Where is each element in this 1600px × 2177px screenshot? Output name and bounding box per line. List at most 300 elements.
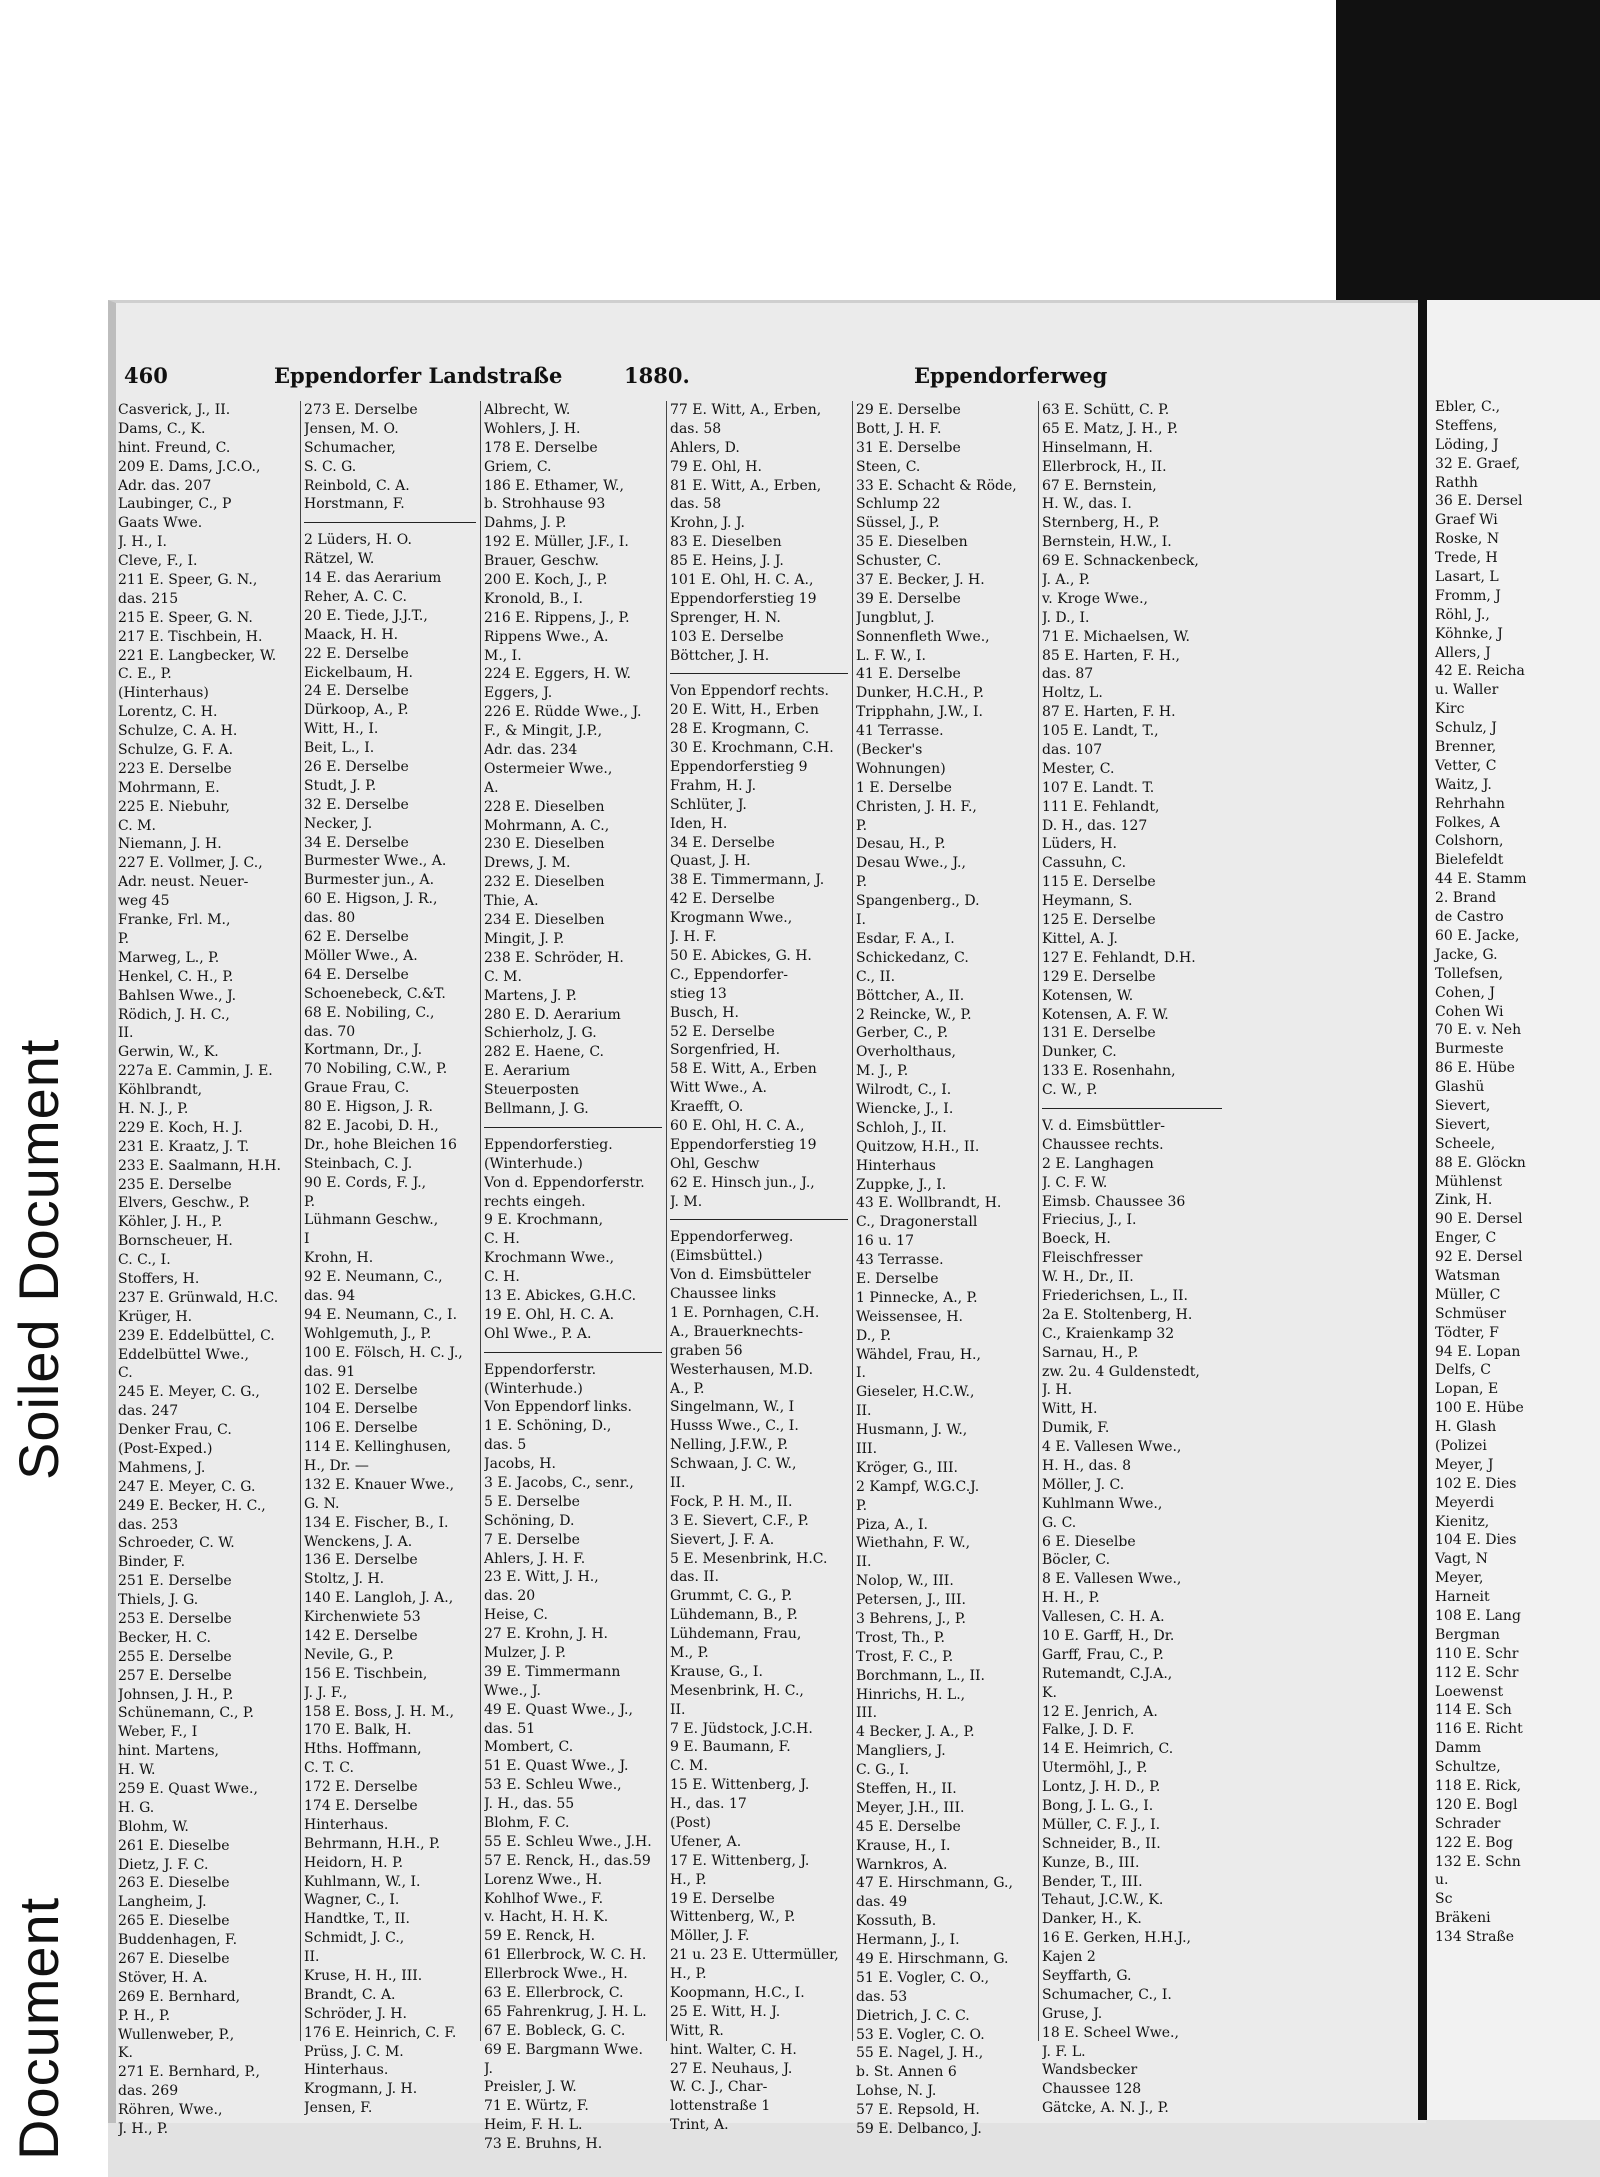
- entry-line: Desau, H., P.: [856, 836, 946, 853]
- entry-line: Wohnungen): [856, 760, 946, 777]
- section-rule: [484, 1352, 662, 1353]
- entry-line: 170 E. Balk, H.: [304, 1722, 412, 1739]
- entry-line: Lohse, N. J.: [856, 2083, 937, 2100]
- entry-line: 35 E. Dieselben: [856, 534, 968, 551]
- facing-entry-line: Enger, C: [1435, 1230, 1497, 1247]
- entry-line: Thie, A.: [484, 893, 539, 910]
- facing-entry-line: 88 E. Glöckn: [1435, 1154, 1526, 1171]
- entry-line: 12 E. Jenrich, A.: [1042, 1703, 1158, 1720]
- entry-line: C. H.: [484, 1231, 520, 1248]
- entry-line: Laubinger, C., P: [118, 496, 232, 513]
- entry-line: Albrecht, W.: [484, 402, 571, 418]
- entry-line: Lüders, H.: [1042, 836, 1117, 853]
- entry-line: M., P.: [670, 1645, 709, 1661]
- entry-line: Witt Wwe., A.: [670, 1080, 767, 1097]
- entry-line: Köhler, J. H., P.: [118, 1214, 223, 1231]
- entry-line: Ufener, A.: [670, 1833, 742, 1850]
- entry-line: 65 Fahrenkrug, J. H. L.: [484, 2003, 647, 2020]
- entry-line: Maack, H. H.: [304, 626, 399, 643]
- entry-line: 17 E. Wittenberg, J.: [670, 1852, 810, 1869]
- entry-line: das. 51: [484, 1720, 536, 1737]
- entry-line: Mingit, J. P.: [484, 930, 565, 947]
- entry-line: C. G., I.: [856, 1762, 910, 1779]
- entry-line: P.: [856, 817, 868, 834]
- entry-line: Friederichsen, L., II.: [1042, 1287, 1188, 1304]
- entry-line: Rätzel, W.: [304, 551, 375, 568]
- entry-line: Petersen, J., III.: [856, 1592, 966, 1609]
- entry-line: Beit, L., I.: [304, 740, 375, 757]
- entry-line: das. 253: [118, 1516, 179, 1533]
- entry-line: das. 58: [670, 420, 722, 437]
- entry-line: 1 E. Pornhagen, C.H.: [670, 1304, 820, 1321]
- entry-line: (Post-Exped.): [118, 1440, 213, 1457]
- entry-line: das. 70: [304, 1023, 356, 1040]
- year-title: 1880.: [624, 363, 690, 388]
- facing-entry-line: 36 E. Dersel: [1435, 493, 1523, 510]
- entry-line: Frahm, H. J.: [670, 777, 757, 794]
- entry-line: Möller, J. F.: [670, 1928, 750, 1945]
- entry-line: 85 E. Harten, F. H.,: [1042, 647, 1181, 664]
- facing-entry-line: u.: [1435, 1872, 1449, 1889]
- entry-line: Esdar, F. A., I.: [856, 930, 955, 947]
- entry-line: 81 E. Witt, A., Erben,: [670, 477, 822, 494]
- facing-entry-line: Meyerdi: [1435, 1494, 1494, 1511]
- entry-line: 228 E. Dieselben: [484, 798, 605, 815]
- entry-line: H., P.: [670, 1871, 707, 1888]
- entry-line: 224 E. Eggers, H. W.: [484, 666, 631, 683]
- entry-line: C. M.: [484, 968, 522, 985]
- entry-line: III.: [856, 1440, 878, 1457]
- entry-line: Danker, H., K.: [1042, 1911, 1142, 1928]
- entry-line: 156 E. Tischbein,: [304, 1665, 428, 1682]
- entry-line: Ellerbrock Wwe., H.: [484, 1966, 628, 1983]
- entry-line: Busch, H.: [670, 1004, 739, 1021]
- entry-line: Süssel, J., P.: [856, 515, 940, 532]
- entry-line: b. St. Annen 6: [856, 2064, 957, 2081]
- entry-line: Hths. Hoffmann,: [304, 1741, 422, 1758]
- scan-edge-top: [1336, 0, 1600, 300]
- facing-entry-line: 70 E. v. Neh: [1435, 1022, 1522, 1039]
- entry-line: 280 E. D. Aerarium: [484, 1006, 621, 1023]
- entry-line: H. H., das. 8: [1042, 1457, 1131, 1474]
- facing-entry-line: Vetter, C: [1435, 757, 1497, 774]
- entry-line: 83 E. Dieselben: [670, 534, 782, 551]
- left-margin: [0, 0, 108, 2177]
- entry-line: Wwe., J.: [484, 1682, 541, 1699]
- entry-line: 211 E. Speer, G. N.,: [118, 572, 258, 589]
- facing-entry-line: 118 E. Rick,: [1435, 1778, 1522, 1795]
- entry-line: Wohlgemuth, J., P.: [304, 1325, 432, 1342]
- entry-line: zw. 2u. 4 Guldenstedt,: [1042, 1363, 1200, 1380]
- column-divider: [480, 401, 481, 2041]
- entry-line: 158 E. Boss, J. H. M.,: [304, 1703, 455, 1720]
- left-street-title: Eppendorfer Landstraße: [274, 363, 563, 388]
- entry-line: Röhren, Wwe.,: [118, 2102, 223, 2119]
- facing-entry-line: Burmeste: [1435, 1041, 1504, 1058]
- entry-line: 235 E. Derselbe: [118, 1176, 232, 1193]
- entry-line: J. H., I.: [118, 534, 167, 551]
- entry-line: 172 E. Derselbe: [304, 1779, 418, 1796]
- facing-entry-line: Scheele,: [1435, 1135, 1496, 1152]
- entry-line: 21 u. 23 E. Uttermüller,: [670, 1947, 839, 1964]
- entry-line: 129 E. Derselbe: [1042, 968, 1156, 985]
- entry-line: Lühmann Geschw.,: [304, 1212, 439, 1229]
- entry-line: J. D., I.: [1042, 609, 1090, 626]
- entry-line: C. H.: [484, 1269, 520, 1286]
- entry-line: M. J., P.: [856, 1063, 909, 1080]
- facing-entry-line: 104 E. Dies: [1435, 1532, 1517, 1549]
- entry-line: Eimsb. Chaussee 36: [1042, 1193, 1186, 1210]
- entry-line: b. Strohhause 93: [484, 496, 606, 513]
- column-divider: [852, 401, 853, 2041]
- entry-line: 19 E. Ohl, H. C. A.: [484, 1306, 615, 1323]
- entry-line: Kruse, H. H., III.: [304, 1968, 423, 1985]
- entry-line: 71 E. Michaelsen, W.: [1042, 628, 1190, 645]
- entry-line: 229 E. Koch, H. J.: [118, 1119, 243, 1136]
- entry-line: Kronold, B., I.: [484, 590, 583, 607]
- entry-line: 10 E. Garff, H., Dr.: [1042, 1628, 1175, 1644]
- entry-line: 49 E. Hirschmann, G.: [856, 1951, 1009, 1968]
- entry-line: Zuppke, J., I.: [856, 1176, 947, 1193]
- entry-line: das. 269: [118, 2083, 179, 2100]
- entry-line: 3 E. Sievert, C.F., P.: [670, 1512, 809, 1529]
- entry-line: I.: [856, 1365, 866, 1382]
- entry-line: Kossuth, B.: [856, 1913, 937, 1930]
- entry-line: Heidorn, H. P.: [304, 1854, 404, 1871]
- entry-line: Von Eppendorf rechts.: [670, 683, 829, 700]
- entry-line: Preisler, J. W.: [484, 2079, 577, 2096]
- facing-entry-line: H. Glash: [1435, 1419, 1497, 1436]
- entry-line: P. H., P.: [118, 2007, 171, 2024]
- facing-entry-line: 86 E. Hübe: [1435, 1060, 1515, 1077]
- entry-line: Chaussee rechts.: [1042, 1136, 1164, 1153]
- entry-line: Chaussee links: [670, 1286, 777, 1303]
- entry-line: das. 20: [484, 1588, 536, 1605]
- facing-entry-line: 114 E. Sch: [1435, 1702, 1512, 1719]
- entry-line: 263 E. Dieselbe: [118, 1875, 230, 1892]
- facing-entry-line: Trede, H: [1435, 550, 1498, 567]
- entry-line: Eppendorferstr.: [484, 1361, 597, 1378]
- facing-entry-line: Glashü: [1435, 1079, 1485, 1096]
- entry-line: 20 E. Tiede, J.J.T.,: [304, 607, 428, 624]
- entry-line: Desau Wwe., J.,: [856, 855, 966, 872]
- entry-line: Seyffarth, G.: [1042, 1968, 1132, 1985]
- entry-line: 2 Kampf, W.G.C.J.: [856, 1478, 980, 1495]
- entry-line: 47 E. Hirschmann, G.,: [856, 1875, 1013, 1892]
- entry-line: Schöning, D.: [484, 1512, 575, 1529]
- facing-entry-line: Colshorn,: [1435, 833, 1504, 850]
- entry-line: 265 E. Dieselbe: [118, 1913, 230, 1930]
- entry-line: J.: [484, 2060, 493, 2077]
- entry-line: Sprenger, H. N.: [670, 609, 781, 626]
- entry-line: Schulze, G. F. A.: [118, 742, 234, 759]
- entry-line: Ohl, Geschw: [670, 1155, 760, 1172]
- entry-line: Kittel, A. J.: [1042, 930, 1118, 947]
- entry-line: 60 E. Ohl, H. C. A.,: [670, 1117, 805, 1134]
- entry-line: 27 E. Neuhaus, J.: [670, 2060, 793, 2077]
- entry-line: Schmidt, J. C.,: [304, 1930, 405, 1947]
- entry-line: 105 E. Landt, T.,: [1042, 723, 1159, 740]
- entry-line: Mesenbrink, H. C.,: [670, 1682, 804, 1699]
- entry-line: das. 215: [118, 590, 179, 607]
- entry-line: Lontz, J. H. D., P.: [1042, 1779, 1161, 1796]
- entry-line: Eppendorferstieg.: [484, 1136, 613, 1153]
- entry-line: A.: [484, 779, 499, 796]
- entry-line: 237 E. Grünwald, H.C.: [118, 1289, 279, 1306]
- entry-line: das. 80: [304, 910, 356, 927]
- entry-line: Dunker, H.C.H., P.: [856, 685, 984, 702]
- entry-line: Jensen, M. O.: [304, 420, 399, 437]
- entry-line: v. Kroge Wwe.,: [1042, 590, 1148, 607]
- entry-line: 114 E. Kellinghusen,: [304, 1439, 452, 1456]
- entry-line: Dams, C., K.: [118, 420, 206, 437]
- entry-line: 111 E. Fehlandt,: [1042, 798, 1160, 815]
- entry-line: Martens, J. P.: [484, 987, 577, 1004]
- entry-line: 37 E. Becker, J. H.: [856, 572, 985, 589]
- facing-entry-line: Sievert,: [1435, 1097, 1491, 1114]
- entry-line: I.: [856, 912, 866, 929]
- entry-line: Mulzer, J. P.: [484, 1645, 567, 1661]
- entry-line: 90 E. Cords, F. J.,: [304, 1174, 427, 1191]
- entry-line: Reinbold, C. A.: [304, 477, 410, 494]
- page-header: [124, 363, 1194, 395]
- entry-line: Gerber, C., P.: [856, 1025, 949, 1042]
- entry-line: Dietrich, J. C. C.: [856, 2007, 970, 2024]
- entry-line: 57 E. Renck, H., das.59: [484, 1852, 651, 1869]
- entry-line: Husss Wwe., C., I.: [670, 1418, 799, 1435]
- entry-line: 238 E. Schröder, H.: [484, 949, 624, 966]
- entry-line: Müller, C. F. J., I.: [1042, 1816, 1161, 1833]
- entry-line: Steffen, H., II.: [856, 1781, 957, 1798]
- entry-line: II.: [118, 1025, 134, 1042]
- entry-line: Rutemandt, C.J.A.,: [1042, 1665, 1173, 1682]
- entry-line: 27 E. Krohn, J. H.: [484, 1626, 608, 1643]
- entry-line: 38 E. Timmermann, J.: [670, 872, 825, 889]
- facing-entry-line: Loewenst: [1435, 1683, 1504, 1700]
- entry-line: 24 E. Derselbe: [304, 683, 409, 700]
- entry-line: stieg 13: [670, 985, 727, 1002]
- entry-line: 92 E. Neumann, C.,: [304, 1269, 443, 1286]
- entry-line: 28 E. Krogmann, C.: [670, 721, 810, 738]
- entry-line: 9 E. Baumann, F.: [670, 1739, 791, 1756]
- entry-line: Schröder, J. H.: [304, 2005, 407, 2022]
- entry-line: 79 E. Ohl, H.: [670, 458, 762, 475]
- entry-line: J. M.: [670, 1193, 703, 1210]
- entry-line: Eppendorferstieg 19: [670, 590, 817, 607]
- facing-entry-line: 42 E. Reicha: [1435, 663, 1525, 680]
- entry-line: 255 E. Derselbe: [118, 1648, 232, 1665]
- entry-line: 50 E. Abickes, G. H.: [670, 947, 812, 964]
- entry-line: Bernstein, H.W., I.: [1042, 534, 1172, 551]
- entry-line: 59 E. Renck, H.: [484, 1928, 596, 1945]
- entry-line: P.: [856, 874, 868, 891]
- entry-line: Griem, C.: [484, 458, 552, 475]
- entry-line: 49 E. Quast Wwe., J.,: [484, 1701, 633, 1718]
- entry-line: das. 58: [670, 496, 722, 513]
- entry-line: 55 E. Schleu Wwe., J.H.: [484, 1833, 652, 1850]
- entry-line: Wagner, C., I.: [304, 1892, 400, 1909]
- entry-line: Wullenweber, P.,: [118, 2026, 235, 2043]
- facing-entry-line: Ebler, C.,: [1435, 399, 1501, 415]
- entry-line: 1 E. Schöning, D.,: [484, 1418, 612, 1435]
- column-2: [304, 401, 476, 2118]
- entry-line: Blohm, F. C.: [484, 1815, 570, 1832]
- entry-line: Schoenebeck, C.&T.: [304, 985, 446, 1002]
- facing-entry-line: 2. Brand: [1435, 890, 1497, 907]
- entry-line: Koopmann, H.C., I.: [670, 1985, 805, 2002]
- facing-entry-line: 60 E. Jacke,: [1435, 927, 1520, 944]
- entry-line: J. H., das. 55: [484, 1796, 575, 1813]
- entry-line: Schünemann, C., P.: [118, 1705, 254, 1722]
- facing-entry-line: Fromm, J: [1435, 587, 1501, 604]
- entry-line: Krause, G., I.: [670, 1663, 763, 1680]
- entry-line: Nevile, G., P.: [304, 1646, 394, 1663]
- entry-line: Schumacher, C., I.: [1042, 1986, 1172, 2003]
- entry-line: C., Kraienkamp 32: [1042, 1325, 1175, 1342]
- entry-line: H. W.: [118, 1762, 156, 1779]
- entry-line: Dr., hohe Bleichen 16: [304, 1136, 457, 1153]
- entry-line: Krochmann Wwe.,: [484, 1250, 615, 1267]
- entry-line: Weissensee, H.: [856, 1308, 963, 1325]
- entry-line: 57 E. Repsold, H.: [856, 2102, 980, 2119]
- entry-line: 133 E. Rosenhahn,: [1042, 1063, 1176, 1080]
- column-1: [118, 401, 296, 2139]
- entry-line: J. H.: [1042, 1382, 1073, 1399]
- entry-line: 16 E. Gerken, H.H.J.,: [1042, 1930, 1191, 1947]
- entry-line: 52 E. Derselbe: [670, 1023, 775, 1040]
- entry-line: 69 E. Schnackenbeck,: [1042, 553, 1199, 570]
- entry-line: Schuster, C.: [856, 553, 942, 570]
- entry-line: Mombert, C.: [484, 1739, 574, 1756]
- entry-line: Dietz, J. F. C.: [118, 1856, 209, 1873]
- entry-line: 221 E. Langbecker, W.: [118, 647, 277, 664]
- entry-line: J. H., P.: [118, 2121, 169, 2138]
- entry-line: 216 E. Rippens, J., P.: [484, 609, 630, 626]
- entry-line: 233 E. Saalmann, H.H.: [118, 1157, 281, 1174]
- entry-line: 58 E. Witt, A., Erben: [670, 1061, 817, 1078]
- entry-line: Stoltz, J. H.: [304, 1571, 385, 1588]
- entry-line: Mester, C.: [1042, 760, 1115, 777]
- entry-line: Dürkoop, A., P.: [304, 702, 409, 719]
- entry-line: D., P.: [856, 1327, 892, 1344]
- entry-line: Wiethahn, F. W.,: [856, 1535, 971, 1552]
- entry-line: Böcler, C.: [1042, 1552, 1111, 1569]
- entry-line: Lühdemann, B., P.: [670, 1607, 798, 1624]
- entry-line: hint. Freund, C.: [118, 439, 231, 456]
- entry-line: 200 E. Koch, J., P.: [484, 572, 608, 589]
- entry-line: Krohn, H.: [304, 1250, 374, 1267]
- entry-line: Sonnenfleth Wwe.,: [856, 628, 990, 645]
- entry-line: Böttcher, A., II.: [856, 987, 965, 1004]
- entry-line: 15 E. Wittenberg, J.: [670, 1777, 810, 1794]
- entry-line: II.: [856, 1554, 872, 1571]
- facing-entry-line: 32 E. Graef,: [1435, 455, 1521, 472]
- section-rule: [670, 1219, 848, 1220]
- entry-line: Köhlbrandt,: [118, 1082, 203, 1099]
- entry-line: 217 E. Tischbein, H.: [118, 628, 263, 645]
- entry-line: Graue Frau, C.: [304, 1080, 410, 1097]
- entry-line: Steen, C.: [856, 458, 921, 475]
- entry-line: Von Eppendorf links.: [484, 1399, 632, 1416]
- entry-line: Behrmann, H.H., P.: [304, 1835, 441, 1852]
- facing-entry-line: Schulz, J: [1435, 720, 1497, 737]
- entry-line: Kotensen, W.: [1042, 987, 1134, 1004]
- entry-line: (Hinterhaus): [118, 685, 209, 702]
- entry-line: Langheim, J.: [118, 1894, 207, 1911]
- entry-line: 62 E. Derselbe: [304, 929, 409, 946]
- entry-line: 2 Reincke, W., P.: [856, 1006, 972, 1023]
- entry-line: 4 E. Vallesen Wwe.,: [1042, 1439, 1182, 1456]
- entry-line: v. Hacht, H. H. K.: [484, 1909, 609, 1926]
- entry-line: 67 E. Bobleck, G. C.: [484, 2022, 626, 2039]
- entry-line: das. 107: [1042, 742, 1103, 759]
- entry-line: hint. Walter, C. H.: [670, 2041, 797, 2058]
- entry-line: Tehaut, J.C.W., K.: [1042, 1892, 1164, 1909]
- entry-line: 239 E. Eddelbüttel, C.: [118, 1327, 275, 1344]
- entry-line: Adr. das. 207: [118, 477, 212, 494]
- facing-entry-line: Jacke, G.: [1435, 946, 1498, 963]
- entry-line: Lühdemann, Frau,: [670, 1626, 802, 1643]
- entry-line: 42 E. Derselbe: [670, 891, 775, 908]
- entry-line: 259 E. Quast Wwe.,: [118, 1781, 258, 1798]
- facing-entry-line: Bergman: [1435, 1626, 1500, 1643]
- directory-page: [108, 300, 1426, 2153]
- entry-line: Marweg, L., P.: [118, 949, 220, 966]
- entry-line: Rippens Wwe., A.: [484, 628, 609, 645]
- entry-line: K.: [118, 2045, 133, 2062]
- entry-line: 127 E. Fehlandt, D.H.: [1042, 949, 1196, 966]
- entry-line: 14 E. das Aerarium: [304, 570, 442, 587]
- entry-line: Schierholz, J. G.: [484, 1025, 597, 1042]
- entry-line: Lorentz, C. H.: [118, 704, 218, 721]
- entry-line: Horstmann, F.: [304, 496, 405, 513]
- entry-line: 251 E. Derselbe: [118, 1573, 232, 1590]
- entry-line: A., Brauerknechts-: [670, 1323, 803, 1340]
- entry-line: Heim, F. H. L.: [484, 2117, 583, 2134]
- entry-line: Schickedanz, C.: [856, 949, 969, 966]
- entry-line: 61 Ellerbrock, W. C. H.: [484, 1947, 647, 1964]
- entry-line: Falke, J. D. F.: [1042, 1722, 1135, 1739]
- facing-entry-line: Schultze,: [1435, 1759, 1501, 1776]
- facing-entry-line: Lopan, E: [1435, 1381, 1499, 1398]
- entry-line: Eppendorferstieg 9: [670, 759, 808, 776]
- entry-line: 65 E. Matz, J. H., P.: [1042, 420, 1178, 437]
- entry-line: Mohrmann, A. C.,: [484, 817, 610, 834]
- entry-line: 73 E. Bruhns, H.: [484, 2136, 603, 2153]
- entry-line: 245 E. Meyer, C. G.,: [118, 1384, 260, 1401]
- entry-line: 69 E. Bargmann Wwe.: [484, 2041, 643, 2058]
- entry-line: Krohn, J. J.: [670, 515, 745, 532]
- entry-line: 80 E. Higson, J. R.: [304, 1099, 433, 1116]
- facing-entry-line: 116 E. Richt: [1435, 1721, 1523, 1738]
- entry-line: Dumik, F.: [1042, 1420, 1110, 1437]
- entry-line: 45 E. Derselbe: [856, 1818, 961, 1835]
- entry-line: J. A., P.: [1042, 572, 1090, 589]
- entry-line: 4 Becker, J. A., P.: [856, 1724, 975, 1741]
- facing-entry-line: Harneit: [1435, 1589, 1490, 1606]
- entry-line: Drews, J. M.: [484, 855, 571, 872]
- facing-entry-line: Cohen Wi: [1435, 1003, 1504, 1020]
- entry-line: 87 E. Harten, F. H.: [1042, 704, 1176, 721]
- entry-line: A., P.: [670, 1380, 705, 1397]
- entry-line: H. H., P.: [1042, 1590, 1100, 1607]
- entry-line: C. T. C.: [304, 1760, 354, 1777]
- entry-line: Schneider, B., II.: [1042, 1835, 1161, 1852]
- entry-line: Bahlsen Wwe., J.: [118, 987, 237, 1004]
- entry-line: Spangenberg., D.: [856, 893, 980, 910]
- entry-line: C. W., P.: [1042, 1082, 1098, 1099]
- entry-line: III.: [856, 1705, 878, 1722]
